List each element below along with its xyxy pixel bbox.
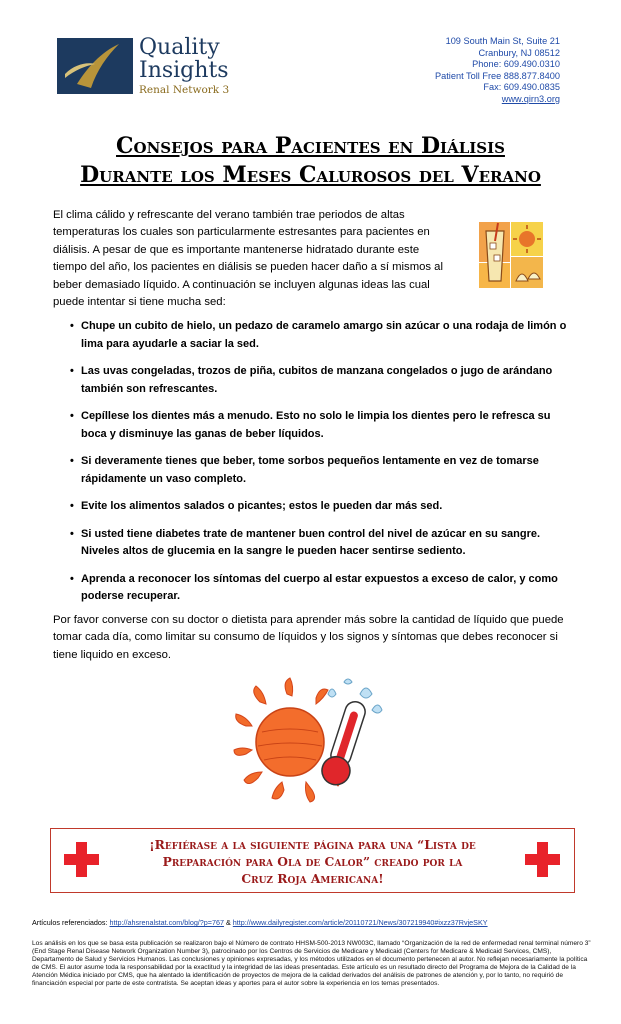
list-item [70, 498, 570, 516]
tip-text: Aprenda a reconocer los síntomas del cuerpo al estar expuestos a exceso de calor, y como poderse recuperar. [81, 572, 558, 602]
intro-paragraph: El clima cálido y refrescante del verano también trae periodos de altas temperaturas los cuales son particularmente estresantes para pacientes en diálisis. A pesar de que es importante mantenerse hidratado durante este tiempo del año, los pacientes en diálisis se pueden hacer daño a sí mismos al beber demasiado líquido. A continuación se incluyen algunas ideas las cual puede intentar si tiene mucha sed: [53, 209, 443, 309]
tip-text: Si usted tiene diabetes trate de mantener buen control del nivel de azúcar en su sangre. Niveles altos de glucemia en la sangre le pueden hacer sentirse sediento. [81, 527, 541, 557]
tip-text: Evite los alimentos salados o picantes; estos le pueden dar más sed. [81, 500, 443, 512]
red-cross-callout [50, 828, 575, 893]
bullet-icon: • [70, 410, 74, 422]
logo-line-network: Renal Network 3 [139, 84, 230, 96]
reference-link-1[interactable]: http://ahsrenalstat.com/blog/?p=767 [109, 918, 224, 927]
logo-line-insights: Insights [139, 58, 229, 83]
tip-text: Cepíllese los dientes más a menudo. Esto no solo le limpia los dientes pero le refresca su boca y disminuye las ganas de beber líquidos. [81, 410, 551, 440]
red-cross-icon [525, 842, 560, 877]
references-label: Artículos referenciados: [32, 918, 108, 927]
logo-line-quality: Quality [139, 35, 220, 60]
bullet-icon: • [70, 455, 74, 467]
list-item [70, 526, 570, 561]
address-city: Cranbury, NJ 08512 [478, 47, 560, 58]
list-item [70, 408, 570, 443]
bullet-icon: • [70, 365, 74, 377]
title-line-2: Durante los Meses Calurosos del Verano [80, 162, 541, 188]
references-line [32, 918, 488, 927]
address-toll-free: Patient Toll Free 888.877.8400 [435, 70, 560, 81]
callout-line-3: Cruz Roja Americana! [241, 871, 384, 886]
reference-link-2[interactable]: http://www.dailyregister.com/article/20110721/News/307219940#ixzz37RvjeSKY [232, 918, 488, 927]
references-separator: & [226, 918, 231, 927]
sun-thermometer-illustration [232, 676, 387, 804]
list-item [70, 318, 570, 353]
address-block [435, 36, 560, 106]
list-item [70, 453, 570, 488]
website-link[interactable]: www.qirn3.org [501, 93, 560, 104]
disclaimer-text: Los análisis en los que se basa esta publicación se realizaron bajo el Número de contrato HHSM-500-2013 NW003C, llamado “Organización de la red de enfermedad renal terminal número 3” (End Stage Renal Disease Network Organization Number 3), patrocinado por los Centros de Servicios de Medicare y Medicaid (Centers for Medicare & Medicaid Services, CMS), Departamento de Salud y Servicios Humanos. Las conclusiones y opiniones expresadas, y los métodos utilizados en el documento pertenecen al autor. No reflejan necesariamente la política de CMS. El autor asume toda la responsabilidad por la exactitud y la integridad de las ideas presentadas. Este artículo es un resultado directo del Programa de Mejora de la Calidad de la Atención Médica iniciado por CMS, que ha alentado la identificación de proyectos de mejora de la calidad derivados del análisis de patrones de atención y, por lo tanto, no requirió de financiación especial por parte de este contratista. Se aceptan ideas y aportes para el autor sobre la experiencia en los temas presentados. [32, 940, 591, 988]
red-cross-icon [64, 842, 99, 877]
list-item [70, 363, 570, 398]
tip-text: Chupe un cubito de hielo, un pedazo de caramelo amargo sin azúcar o una rodaja de limón o lima para ayudarle a saciar la sed. [81, 320, 567, 350]
page-title [0, 132, 621, 190]
bullet-icon: • [70, 320, 74, 332]
cold-drink-sun-illustration [478, 221, 544, 289]
red-cross-callout-text [111, 836, 514, 887]
tip-text: Las uvas congeladas, trozos de piña, cubitos de manzana congelados o jugo de arándano también son refrescantes. [81, 365, 553, 395]
bullet-icon: • [70, 527, 74, 540]
bullet-icon: • [70, 500, 74, 512]
tips-list [70, 318, 570, 616]
closing-paragraph: Por favor converse con su doctor o dietista para aprender más sobre la cantidad de líquido que puede tomar cada día, como limitar su consumo de líquidos y los signos y síntomas que debes reconocer si tiene liquido en exceso. [53, 614, 564, 661]
logo-wordmark [139, 36, 229, 97]
logo-swoosh-icon [57, 38, 133, 94]
logo-mark [57, 38, 133, 94]
address-fax: Fax: 609.490.0835 [483, 82, 560, 93]
bullet-icon: • [70, 572, 74, 585]
address-phone: Phone: 609.490.0310 [472, 59, 560, 70]
callout-line-1: ¡Refiérase a la siguiente página para una “Lista de [149, 837, 476, 852]
list-item [70, 571, 570, 606]
title-line-1: Consejos para Pacientes en Diálisis [116, 133, 505, 159]
callout-line-2: Preparación para Ola de Calor” creado por la [162, 854, 463, 869]
address-street: 109 South Main St, Suite 21 [445, 36, 560, 46]
tip-text: Si deveramente tienes que beber, tome sorbos pequeños lentamente en vez de tomarse rápidamente un vaso completo. [81, 455, 539, 485]
